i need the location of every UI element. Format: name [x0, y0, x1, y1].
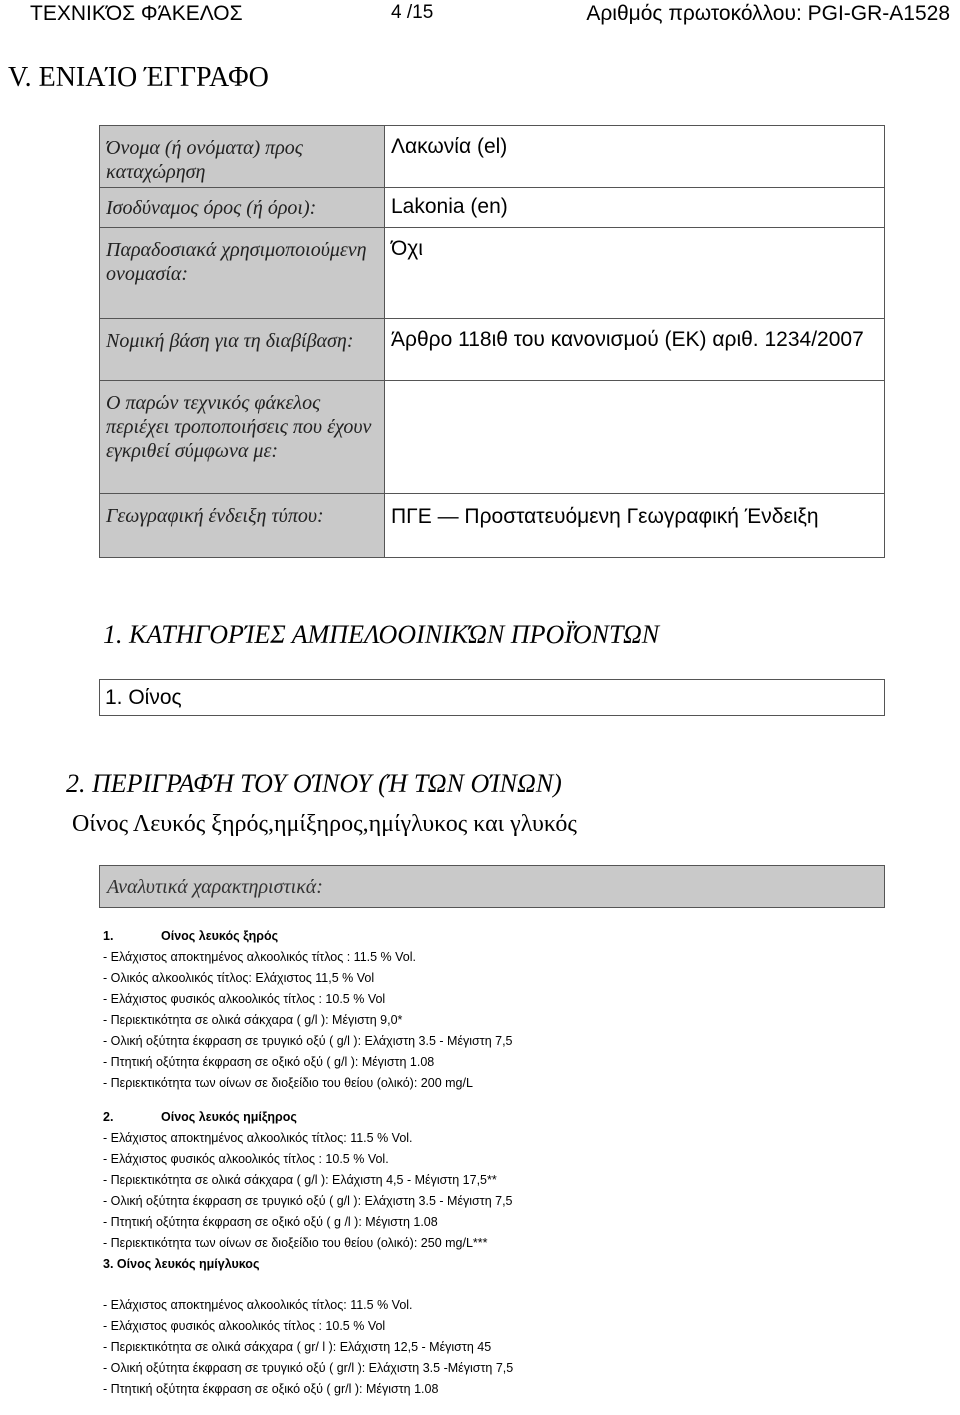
product-category-label: 1. Οίνος — [105, 686, 182, 709]
header-document-title: ΤΕΧΝΙΚΌΣ ΦΆΚΕΛΟΣ — [30, 2, 243, 25]
row-label: Γεωγραφική ένδειξη τύπου: — [100, 494, 385, 558]
row-value — [385, 381, 885, 494]
wine-spec-name: Οίνος λευκός ημίξηρος — [161, 1110, 297, 1124]
list-item: - Περιεκτικότητα σε ολικά σάκχαρα ( gr/ l ): Ελάχιστη 12,5 - Μέγιστη 45 — [103, 1340, 492, 1354]
product-category-box — [99, 679, 885, 716]
single-document-table — [99, 125, 885, 558]
list-item: - Ολική οξύτητα έκφραση σε τρυγικό οξύ ( g/l ): Ελάχιστη 3.5 - Μέγιστη 7,5 — [103, 1194, 513, 1208]
wine-spec-number: 2. — [103, 1110, 114, 1124]
row-value: ΠΓΕ — Προστατευόμενη Γεωγραφική Ένδειξη — [385, 494, 885, 558]
wine-spec-number: 3. — [103, 1257, 114, 1271]
table-row — [100, 319, 885, 381]
list-item: - Ολική οξύτητα έκφραση σε τρυγικό οξύ ( g/l ): Ελάχιστη 3.5 - Μέγιστη 7,5 — [103, 1034, 513, 1048]
wine-spec-heading — [103, 1107, 513, 1128]
wine-description: Οίνος Λευκός ξηρός,ημίξηρος,ημίγλυκος και γλυκός — [72, 811, 577, 837]
table-row — [100, 228, 885, 319]
list-item: - Ελάχιστος αποκτημένος αλκοολικός τίτλος : 11.5 % Vol. — [103, 950, 416, 964]
header-protocol-number: Αριθμός πρωτοκόλλου: PGI-GR-A1528 — [586, 2, 950, 25]
list-item: - Περιεκτικότητα σε ολικά σάκχαρα ( g/l ): Ελάχιστη 4,5 - Μέγιστη 17,5** — [103, 1173, 497, 1187]
header-page-number: 4 /15 — [391, 2, 434, 23]
row-value: Λακωνία (el) — [385, 126, 885, 188]
wine-spec-name: Οίνος λευκός ξηρός — [161, 929, 279, 943]
list-item: - Περιεκτικότητα των οίνων σε διοξείδιο του θείου (ολικό): 200 mg/L — [103, 1076, 473, 1090]
wine-spec-number: 1. — [103, 929, 114, 943]
row-value: Lakonia (en) — [385, 188, 885, 228]
wine-spec-block — [103, 926, 513, 1094]
row-value: Άρθρο 118ιθ του κανονισμού (ΕΚ) αριθ. 1234/2007 — [385, 319, 885, 381]
list-item: - Ελάχιστος φυσικός αλκοολικός τίτλος : 10.5 % Vol — [103, 1319, 386, 1333]
row-label: Ισοδύναμος όρος (ή όροι): — [100, 188, 385, 228]
row-label: Όνομα (ή ονόματα) προς καταχώρηση — [100, 126, 385, 188]
list-item: - Ολικός αλκοολικός τίτλος: Ελάχιστος 11,5 % Vol — [103, 971, 375, 985]
list-item: - Περιεκτικότητα σε ολικά σάκχαρα ( g/l ): Μέγιστη 9,0* — [103, 1013, 403, 1027]
wine-spec-heading — [103, 926, 513, 947]
list-item: - Περιεκτικότητα των οίνων σε διοξείδιο του θείου (ολικό): 250 mg/L*** — [103, 1236, 488, 1250]
section2-title: 2. ΠΕΡΙΓΡΑΦΉ ΤΟΥ ΟΊΝΟΥ (Ή ΤΩΝ ΟΊΝΩΝ) — [66, 769, 562, 798]
section-v-title: V. ΕΝΙΑΊΟ ΈΓΓΡΑΦΟ — [8, 62, 269, 93]
list-item: - Πτητική οξύτητα έκφραση σε οξικό οξύ ( gr/l ): Μέγιστη 1.08 — [103, 1382, 439, 1396]
list-item: - Ολική οξύτητα έκφραση σε τρυγικό οξύ ( gr/l ): Ελάχιστη 3.5 -Μέγιστη 7,5 — [103, 1361, 514, 1375]
table-row — [100, 188, 885, 228]
wine-spec-heading — [103, 1254, 513, 1275]
section1-title: 1. ΚΑΤΗΓΟΡΊΕΣ ΑΜΠΕΛΟΟΙΝΙΚΏΝ ΠΡΟΪΌΝΤΩΝ — [103, 620, 660, 649]
row-label: Παραδοσιακά χρησιμοποιούμενη ονομασία: — [100, 228, 385, 319]
table-row — [100, 494, 885, 558]
list-item: - Πτητική οξύτητα έκφραση σε οξικό οξύ ( g /l ): Μέγιστη 1.08 — [103, 1215, 438, 1229]
list-item: - Ελάχιστος αποκτημένος αλκοολικός τίτλος: 11.5 % Vol. — [103, 1131, 413, 1145]
row-label: Νομική βάση για τη διαβίβαση: — [100, 319, 385, 381]
row-label: Ο παρών τεχνικός φάκελος περιέχει τροποποιήσεις που έχουν εγκριθεί σύμφωνα με: — [100, 381, 385, 494]
table-row — [100, 126, 885, 188]
list-item: - Ελάχιστος φυσικός αλκοολικός τίτλος : 10.5 % Vol. — [103, 1152, 389, 1166]
list-item: - Ελάχιστος αποκτημένος αλκοολικός τίτλος: 11.5 % Vol. — [103, 1298, 413, 1312]
analytic-characteristics-label: Αναλυτικά χαρακτηριστικά: — [107, 876, 323, 898]
analytic-characteristics-header — [99, 865, 885, 908]
wine-spec-block — [103, 1254, 513, 1400]
table-row — [100, 381, 885, 494]
wine-spec-name: Οίνος λευκός ημίγλυκος — [116, 1257, 260, 1271]
row-value: Όχι — [385, 228, 885, 319]
list-item: - Ελάχιστος φυσικός αλκοολικός τίτλος : 10.5 % Vol — [103, 992, 386, 1006]
list-item: - Πτητική οξύτητα έκφραση σε οξικό οξύ ( g/l ): Μέγιστη 1.08 — [103, 1055, 435, 1069]
wine-spec-block — [103, 1107, 513, 1254]
